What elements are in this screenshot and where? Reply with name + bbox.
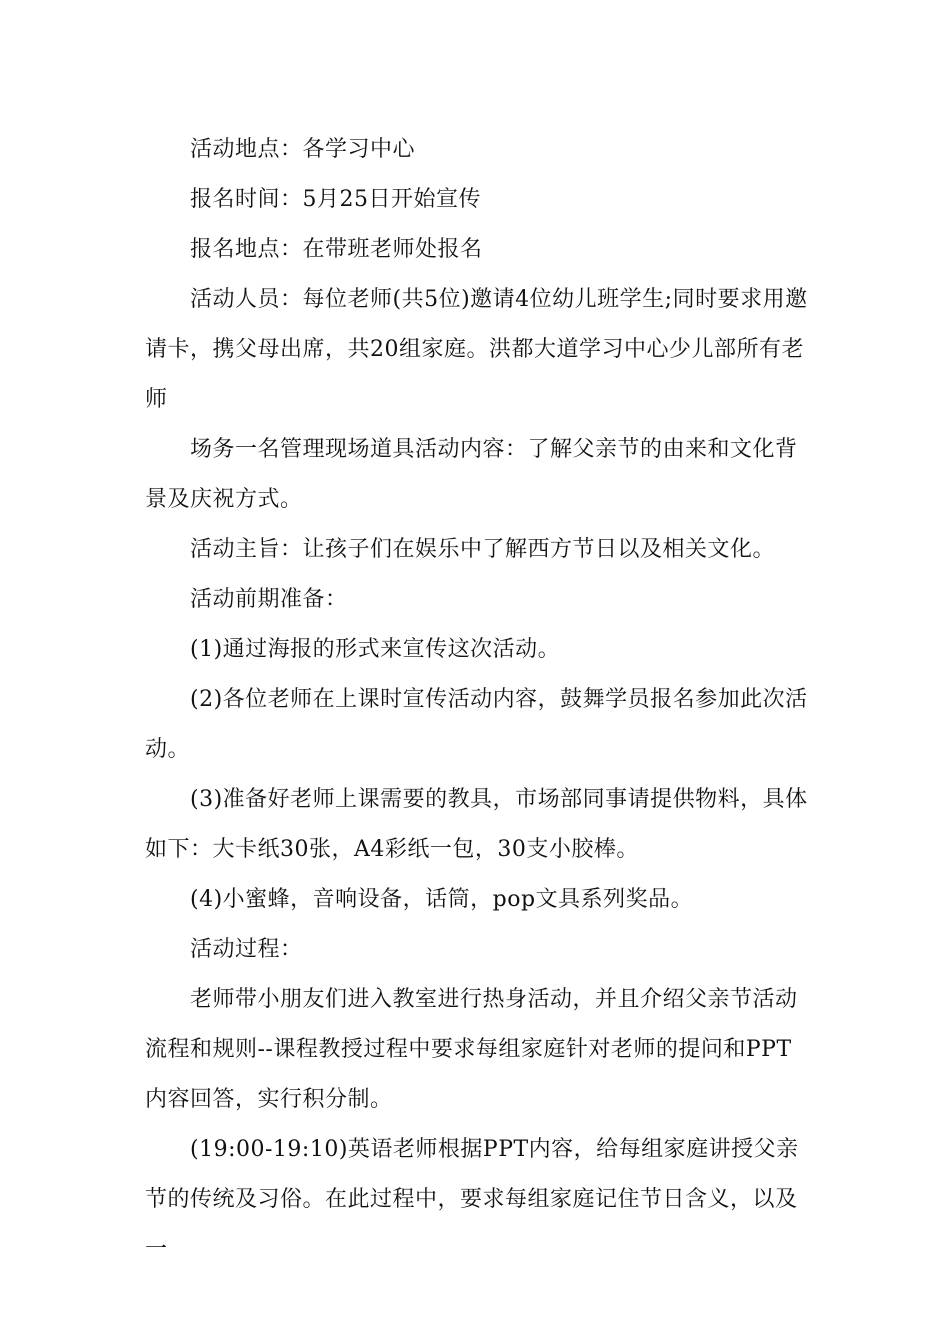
paragraph-activity-location: 活动地点：各学习中心 — [190, 137, 416, 162]
paragraph-process-heading: 活动过程： — [190, 937, 303, 962]
paragraph-activity-purpose: 活动主旨：让孩子们在娱乐中了解西方节日以及相关文化。 — [190, 537, 776, 562]
paragraph-registration-location: 报名地点：在带班老师处报名 — [190, 237, 483, 262]
paragraph-registration-time: 报名时间：5月25日开始宣传 — [190, 187, 481, 212]
paragraph-prep-item-2: (2)各位老师在上课时宣传活动内容，鼓舞学员报名参加此次活动。 — [145, 687, 808, 762]
paragraph-activity-content: 场务一名管理现场道具活动内容：了解父亲节的由来和文化背景及庆祝方式。 — [145, 437, 798, 512]
document-body — [145, 125, 810, 1275]
paragraph-prep-item-1: (1)通过海报的形式来宣传这次活动。 — [190, 637, 561, 662]
paragraph-prep-item-4: (4)小蜜蜂，音响设备，话筒，pop文具系列奖品。 — [190, 887, 694, 912]
paragraph-process-step-1: (19:00-19:10)英语老师根据PPT内容，给每组家庭讲授父亲节的传统及习俗。在此过程中，要求每组家庭记住节日含义，以及一 — [145, 1137, 799, 1262]
paragraph-process-intro: 老师带小朋友们进入教室进行热身活动，并且介绍父亲节活动流程和规则--课程教授过程中要求每组家庭针对老师的提问和PPT内容回答，实行积分制。 — [145, 987, 798, 1112]
paragraph-prep-item-3: (3)准备好老师上课需要的教具，市场部同事请提供物料，具体如下：大卡纸30张，A4彩纸一包，30支小胶棒。 — [145, 787, 808, 862]
paragraph-participants: 活动人员：每位老师(共5位)邀请4位幼儿班学生;同时要求用邀请卡，携父母出席，共20组家庭。洪都大道学习中心少儿部所有老师 — [145, 287, 808, 412]
paragraph-preparation-heading: 活动前期准备： — [190, 587, 348, 612]
